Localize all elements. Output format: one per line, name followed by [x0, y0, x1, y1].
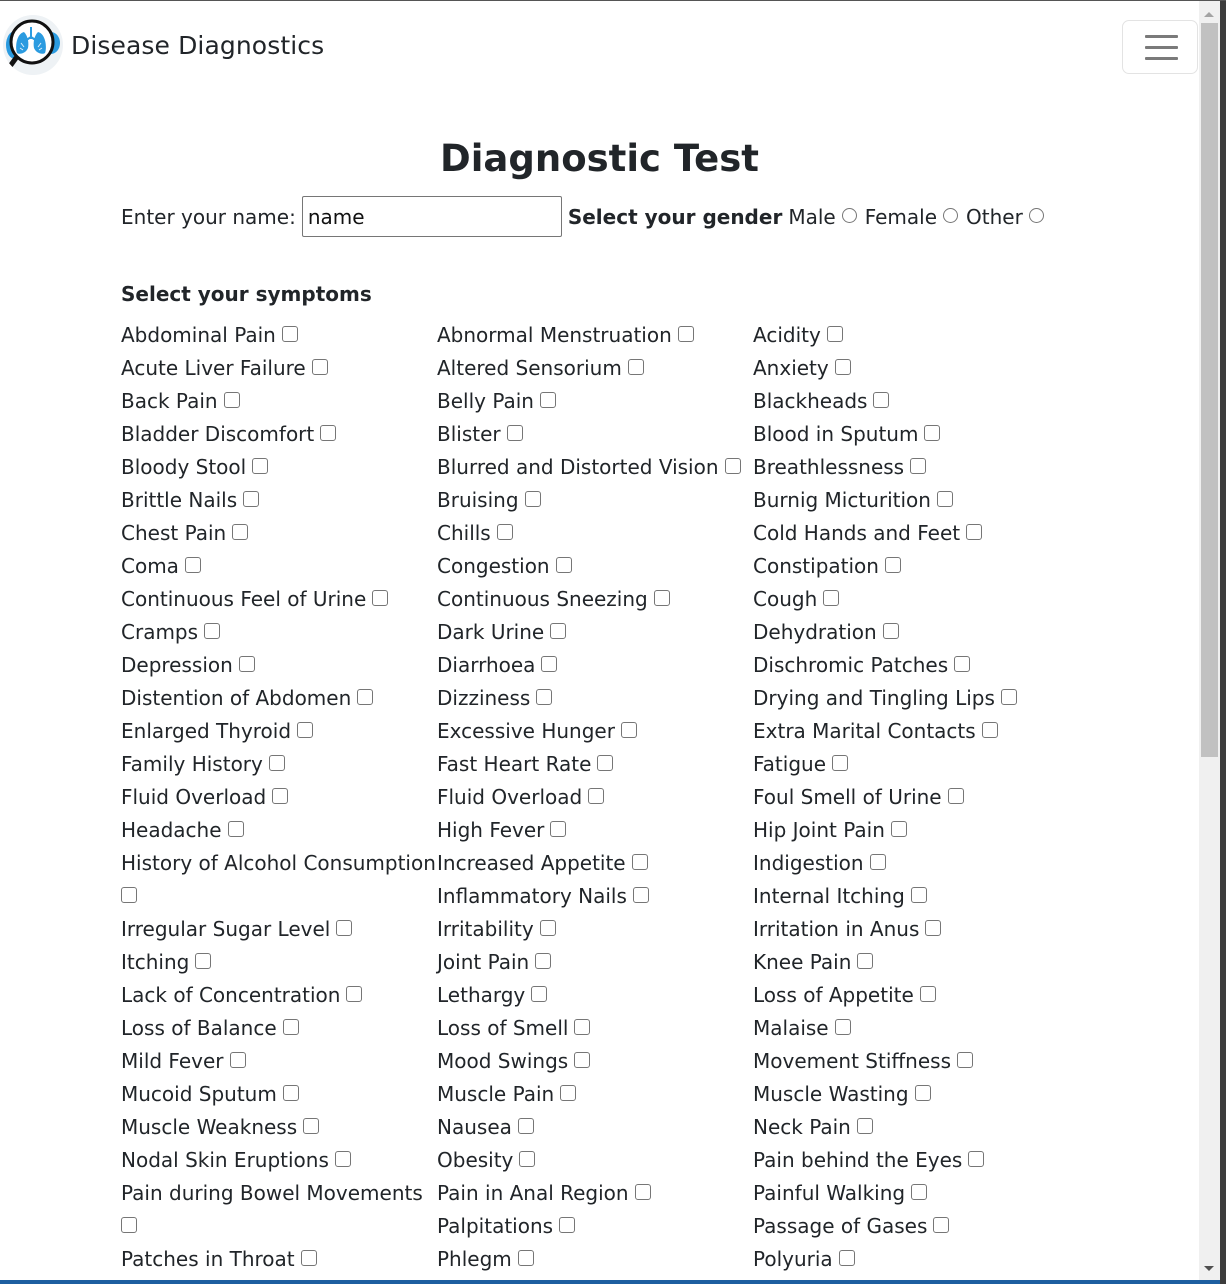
symptom-item[interactable]: [437, 1078, 753, 1111]
symptom-checkbox[interactable]: [857, 953, 873, 969]
symptom-checkbox[interactable]: [303, 1118, 319, 1134]
symptom-label: Chest Pain: [121, 521, 227, 545]
symptom-item[interactable]: [121, 946, 437, 979]
symptom-checkbox[interactable]: [232, 524, 248, 540]
symptom-label: Back Pain: [121, 389, 218, 413]
symptom-item[interactable]: [437, 814, 753, 847]
brand-link[interactable]: [3, 15, 324, 75]
symptom-item[interactable]: [121, 616, 437, 649]
symptom-item[interactable]: [437, 1243, 753, 1276]
symptom-checkbox[interactable]: [911, 1184, 927, 1200]
symptom-item[interactable]: [121, 682, 437, 715]
lungs-magnifier-logo-icon: [3, 15, 63, 75]
symptom-item[interactable]: [753, 847, 1069, 880]
symptom-item[interactable]: [121, 1111, 437, 1144]
symptom-label: Altered Sensorium: [437, 356, 622, 380]
symptom-label: Blurred and Distorted Vision: [437, 455, 719, 479]
symptom-item[interactable]: [121, 814, 437, 847]
symptom-checkbox[interactable]: [654, 590, 670, 606]
symptom-label: Muscle Weakness: [121, 1115, 298, 1139]
symptom-label: Bruising: [437, 488, 519, 512]
symptom-item[interactable]: [753, 1210, 1069, 1243]
symptom-label: Dizziness: [437, 686, 531, 710]
symptom-item[interactable]: [437, 352, 753, 385]
symptom-item[interactable]: [121, 847, 437, 913]
symptom-label: Headache: [121, 818, 222, 842]
gender-radio-male[interactable]: [842, 208, 857, 223]
symptom-checkbox[interactable]: [550, 623, 566, 639]
symptom-item[interactable]: [753, 352, 1069, 385]
symptom-item[interactable]: [121, 484, 437, 517]
symptoms-column-2: [437, 319, 753, 1276]
symptom-label: Nausea: [437, 1115, 512, 1139]
symptom-checkbox[interactable]: [531, 986, 547, 1002]
symptom-checkbox[interactable]: [925, 920, 941, 936]
symptom-label: Irritability: [437, 917, 534, 941]
symptom-item[interactable]: [753, 880, 1069, 913]
symptom-label: Lethargy: [437, 983, 526, 1007]
symptom-checkbox[interactable]: [937, 491, 953, 507]
symptom-item[interactable]: [121, 913, 437, 946]
symptom-label: Indigestion: [753, 851, 864, 875]
symptom-item[interactable]: [753, 748, 1069, 781]
symptom-label: Continuous Sneezing: [437, 587, 648, 611]
symptom-label: Distention of Abdomen: [121, 686, 352, 710]
symptom-item[interactable]: [753, 517, 1069, 550]
symptom-item[interactable]: [437, 847, 753, 880]
symptom-label: Pain behind the Eyes: [753, 1148, 963, 1172]
symptom-label: Lack of Concentration: [121, 983, 341, 1007]
symptom-checkbox[interactable]: [891, 821, 907, 837]
symptom-label: High Fever: [437, 818, 545, 842]
symptoms-column-3: [753, 319, 1069, 1276]
scroll-up-arrow-icon[interactable]: [1199, 3, 1220, 20]
gender-option-female-label: Female: [864, 204, 938, 229]
symptom-checkbox[interactable]: [195, 953, 211, 969]
symptom-checkbox[interactable]: [597, 755, 613, 771]
symptom-checkbox[interactable]: [536, 689, 552, 705]
symptom-label: Chills: [437, 521, 491, 545]
symptom-label: History of Alcohol Consumption: [121, 851, 436, 875]
symptom-item[interactable]: [121, 385, 437, 418]
symptom-item[interactable]: [437, 979, 753, 1012]
symptoms-grid: [121, 319, 1069, 1276]
symptom-label: Blood in Sputum: [753, 422, 919, 446]
symptoms-heading: Select your symptoms: [121, 282, 372, 306]
symptom-label: Neck Pain: [753, 1115, 851, 1139]
symptom-item[interactable]: [437, 946, 753, 979]
symptom-label: Cold Hands and Feet: [753, 521, 961, 545]
symptom-label: Continuous Feel of Urine: [121, 587, 367, 611]
symptom-checkbox[interactable]: [954, 656, 970, 672]
symptom-label: Joint Pain: [437, 950, 530, 974]
symptom-checkbox[interactable]: [357, 689, 373, 705]
symptom-label: Fatigue: [753, 752, 826, 776]
hamburger-menu-icon-bar: [1145, 57, 1178, 60]
symptom-item[interactable]: [753, 913, 1069, 946]
symptom-checkbox[interactable]: [883, 623, 899, 639]
symptom-checkbox[interactable]: [252, 458, 268, 474]
symptom-item[interactable]: [437, 748, 753, 781]
symptom-checkbox[interactable]: [839, 1250, 855, 1266]
symptom-checkbox[interactable]: [635, 1184, 651, 1200]
symptom-label: Family History: [121, 752, 263, 776]
symptom-checkbox[interactable]: [269, 755, 285, 771]
symptom-checkbox[interactable]: [518, 1250, 534, 1266]
symptom-item[interactable]: [437, 1210, 753, 1243]
symptom-item[interactable]: [437, 616, 753, 649]
symptom-label: Dischromic Patches: [753, 653, 949, 677]
symptom-label: Dark Urine: [437, 620, 545, 644]
symptom-checkbox[interactable]: [574, 1052, 590, 1068]
symptom-label: Depression: [121, 653, 233, 677]
symptom-item[interactable]: [437, 913, 753, 946]
symptom-checkbox[interactable]: [239, 656, 255, 672]
symptom-item[interactable]: [437, 451, 753, 484]
symptom-item[interactable]: [753, 1243, 1069, 1276]
symptom-label: Brittle Nails: [121, 488, 238, 512]
symptom-item[interactable]: [437, 1012, 753, 1045]
symptom-item[interactable]: [121, 451, 437, 484]
symptom-checkbox[interactable]: [346, 986, 362, 1002]
symptom-checkbox[interactable]: [574, 1019, 590, 1035]
symptom-label: Polyuria: [753, 1247, 833, 1271]
gender-option-male-label: Male: [788, 204, 836, 229]
symptom-label: Movement Stiffness: [753, 1049, 951, 1073]
symptom-label: Excessive Hunger: [437, 719, 615, 743]
symptom-item[interactable]: [437, 1111, 753, 1144]
symptom-checkbox[interactable]: [948, 788, 964, 804]
symptom-checkbox[interactable]: [540, 392, 556, 408]
symptom-label: Muscle Pain: [437, 1082, 555, 1106]
symptom-checkbox[interactable]: [982, 722, 998, 738]
symptom-item[interactable]: [753, 1012, 1069, 1045]
symptom-checkbox[interactable]: [497, 524, 513, 540]
symptom-label: Knee Pain: [753, 950, 852, 974]
symptom-label: Blackheads: [753, 389, 868, 413]
symptom-label: Irregular Sugar Level: [121, 917, 331, 941]
symptom-label: Coma: [121, 554, 179, 578]
symptom-label: Patches in Throat: [121, 1247, 295, 1271]
symptom-label: Breathlessness: [753, 455, 905, 479]
symptom-item[interactable]: [121, 583, 437, 616]
name-gender-row: [121, 196, 1052, 237]
symptom-label: Foul Smell of Urine: [753, 785, 942, 809]
symptom-checkbox[interactable]: [957, 1052, 973, 1068]
symptom-checkbox[interactable]: [924, 425, 940, 441]
symptom-checkbox[interactable]: [968, 1151, 984, 1167]
symptom-label: Drying and Tingling Lips: [753, 686, 995, 710]
scrollbar-thumb[interactable]: [1201, 23, 1218, 757]
symptom-checkbox[interactable]: [243, 491, 259, 507]
symptom-label: Belly Pain: [437, 389, 534, 413]
symptom-item[interactable]: [121, 319, 437, 352]
symptom-checkbox[interactable]: [320, 425, 336, 441]
gender-label: Select your gender: [567, 204, 783, 229]
symptom-checkbox[interactable]: [204, 623, 220, 639]
symptom-checkbox[interactable]: [224, 392, 240, 408]
symptom-label: Burnig Micturition: [753, 488, 931, 512]
symptom-checkbox[interactable]: [230, 1052, 246, 1068]
symptom-item[interactable]: [437, 781, 753, 814]
symptom-item[interactable]: [753, 1045, 1069, 1078]
symptom-label: Loss of Smell: [437, 1016, 569, 1040]
symptom-checkbox[interactable]: [823, 590, 839, 606]
symptom-label: Mucoid Sputum: [121, 1082, 277, 1106]
symptom-checkbox[interactable]: [519, 1151, 535, 1167]
symptom-label: Acute Liver Failure: [121, 356, 306, 380]
symptom-checkbox[interactable]: [518, 1118, 534, 1134]
symptom-item[interactable]: [753, 451, 1069, 484]
gender-option-other-label: Other: [966, 204, 1023, 229]
symptom-item[interactable]: [437, 319, 753, 352]
symptom-checkbox[interactable]: [372, 590, 388, 606]
symptom-item[interactable]: [437, 418, 753, 451]
gender-radio-female[interactable]: [943, 208, 958, 223]
symptom-item[interactable]: [753, 616, 1069, 649]
symptom-checkbox[interactable]: [559, 1217, 575, 1233]
symptom-item[interactable]: [753, 1111, 1069, 1144]
symptom-label: Bladder Discomfort: [121, 422, 315, 446]
symptom-item[interactable]: [437, 715, 753, 748]
symptom-checkbox[interactable]: [507, 425, 523, 441]
symptom-checkbox[interactable]: [621, 722, 637, 738]
symptom-item[interactable]: [753, 946, 1069, 979]
symptom-item[interactable]: [753, 418, 1069, 451]
symptom-item[interactable]: [121, 1045, 437, 1078]
symptom-label: Cramps: [121, 620, 199, 644]
symptom-item[interactable]: [437, 1144, 753, 1177]
symptom-checkbox[interactable]: [633, 887, 649, 903]
symptom-label: Congestion: [437, 554, 550, 578]
symptom-checkbox[interactable]: [873, 392, 889, 408]
navbar: [0, 1, 1199, 89]
symptom-checkbox[interactable]: [282, 326, 298, 342]
symptom-checkbox[interactable]: [588, 788, 604, 804]
symptom-label: Malaise: [753, 1016, 829, 1040]
symptom-item[interactable]: [121, 781, 437, 814]
symptom-label: Passage of Gases: [753, 1214, 928, 1238]
symptom-item[interactable]: [753, 385, 1069, 418]
symptom-label: Painful Walking: [753, 1181, 906, 1205]
symptom-item[interactable]: [753, 1078, 1069, 1111]
symptom-item[interactable]: [753, 979, 1069, 1012]
symptom-label: Irritation in Anus: [753, 917, 920, 941]
symptom-label: Fluid Overload: [121, 785, 267, 809]
symptom-item[interactable]: [437, 649, 753, 682]
symptom-item[interactable]: [121, 649, 437, 682]
symptom-label: Pain in Anal Region: [437, 1181, 629, 1205]
symptom-item[interactable]: [121, 1012, 437, 1045]
symptom-checkbox[interactable]: [915, 1085, 931, 1101]
brand-title: Disease Diagnostics: [71, 30, 325, 60]
symptom-item[interactable]: [121, 748, 437, 781]
symptom-checkbox[interactable]: [632, 854, 648, 870]
symptom-label: Loss of Balance: [121, 1016, 277, 1040]
symptom-label: Cough: [753, 587, 818, 611]
symptom-label: Enlarged Thyroid: [121, 719, 292, 743]
symptom-item[interactable]: [437, 550, 753, 583]
symptom-item[interactable]: [121, 418, 437, 451]
symptom-label: Abdominal Pain: [121, 323, 276, 347]
symptom-item[interactable]: [437, 517, 753, 550]
symptom-item[interactable]: [753, 319, 1069, 352]
symptom-item[interactable]: [437, 682, 753, 715]
symptom-item[interactable]: [753, 781, 1069, 814]
symptom-checkbox[interactable]: [121, 1217, 137, 1233]
symptom-item[interactable]: [121, 1243, 437, 1276]
symptom-checkbox[interactable]: [1001, 689, 1017, 705]
symptom-label: Inflammatory Nails: [437, 884, 627, 908]
symptom-checkbox[interactable]: [835, 359, 851, 375]
symptom-item[interactable]: [121, 715, 437, 748]
symptoms-column-1: [121, 319, 437, 1276]
symptom-checkbox[interactable]: [628, 359, 644, 375]
symptom-checkbox[interactable]: [835, 1019, 851, 1035]
symptom-item[interactable]: [437, 880, 753, 913]
hamburger-menu-icon-bar: [1145, 46, 1178, 49]
symptom-label: Dehydration: [753, 620, 877, 644]
symptom-checkbox[interactable]: [312, 359, 328, 375]
symptom-item[interactable]: [121, 517, 437, 550]
page-title: Diagnostic Test: [440, 137, 759, 180]
symptom-label: Palpitations: [437, 1214, 554, 1238]
symptom-item[interactable]: [753, 550, 1069, 583]
taskbar-edge: [0, 1280, 1220, 1284]
scroll-down-arrow-icon[interactable]: [1199, 1263, 1220, 1280]
symptom-checkbox[interactable]: [336, 920, 352, 936]
symptom-item[interactable]: [121, 1144, 437, 1177]
vertical-scrollbar[interactable]: [1199, 1, 1220, 1284]
symptom-checkbox[interactable]: [933, 1217, 949, 1233]
symptom-label: Blister: [437, 422, 501, 446]
symptom-item[interactable]: [437, 1045, 753, 1078]
page-viewport: [0, 1, 1199, 1284]
symptom-checkbox[interactable]: [678, 326, 694, 342]
symptom-label: Fast Heart Rate: [437, 752, 592, 776]
symptom-label: Hip Joint Pain: [753, 818, 885, 842]
symptom-checkbox[interactable]: [335, 1151, 351, 1167]
symptom-checkbox[interactable]: [525, 491, 541, 507]
symptom-checkbox[interactable]: [272, 788, 288, 804]
window-frame-edge: [1220, 1, 1226, 1284]
symptom-label: Mood Swings: [437, 1049, 569, 1073]
symptom-item[interactable]: [753, 715, 1069, 748]
symptom-item[interactable]: [121, 352, 437, 385]
symptom-item[interactable]: [753, 814, 1069, 847]
name-label: Enter your name:: [121, 204, 296, 229]
symptom-label: Extra Marital Contacts: [753, 719, 976, 743]
symptom-label: Constipation: [753, 554, 879, 578]
symptom-checkbox[interactable]: [885, 557, 901, 573]
symptom-item[interactable]: [753, 1144, 1069, 1177]
symptom-label: Abnormal Menstruation: [437, 323, 672, 347]
symptom-label: Loss of Appetite: [753, 983, 914, 1007]
symptom-item[interactable]: [121, 1177, 437, 1243]
symptom-label: Mild Fever: [121, 1049, 224, 1073]
symptom-checkbox[interactable]: [121, 887, 137, 903]
symptom-checkbox[interactable]: [556, 557, 572, 573]
symptom-checkbox[interactable]: [185, 557, 201, 573]
symptom-checkbox[interactable]: [228, 821, 244, 837]
symptom-checkbox[interactable]: [283, 1085, 299, 1101]
symptom-checkbox[interactable]: [297, 722, 313, 738]
symptom-label: Muscle Wasting: [753, 1082, 909, 1106]
symptom-label: Acidity: [753, 323, 821, 347]
navbar-toggle-button[interactable]: [1122, 20, 1198, 74]
symptom-label: Obesity: [437, 1148, 514, 1172]
symptom-label: Internal Itching: [753, 884, 905, 908]
symptom-label: Bloody Stool: [121, 455, 247, 479]
symptom-checkbox[interactable]: [540, 920, 556, 936]
symptom-item[interactable]: [437, 484, 753, 517]
symptom-item[interactable]: [121, 979, 437, 1012]
symptom-item[interactable]: [121, 1078, 437, 1111]
symptom-checkbox[interactable]: [535, 953, 551, 969]
symptom-checkbox[interactable]: [827, 326, 843, 342]
symptom-checkbox[interactable]: [301, 1250, 317, 1266]
symptom-label: Pain during Bowel Movements: [121, 1181, 423, 1205]
symptom-item[interactable]: [753, 682, 1069, 715]
symptom-item[interactable]: [753, 583, 1069, 616]
symptom-label: Diarrhoea: [437, 653, 536, 677]
symptom-checkbox[interactable]: [910, 458, 926, 474]
symptom-item[interactable]: [753, 484, 1069, 517]
symptom-checkbox[interactable]: [550, 821, 566, 837]
gender-radio-other[interactable]: [1029, 208, 1044, 223]
symptom-item[interactable]: [437, 583, 753, 616]
symptom-label: Itching: [121, 950, 190, 974]
symptom-checkbox[interactable]: [541, 656, 557, 672]
symptom-label: Increased Appetite: [437, 851, 626, 875]
symptom-checkbox[interactable]: [832, 755, 848, 771]
symptom-item[interactable]: [437, 1177, 753, 1210]
hamburger-menu-icon: [1145, 35, 1178, 38]
symptom-label: Anxiety: [753, 356, 829, 380]
symptom-checkbox[interactable]: [966, 524, 982, 540]
symptom-label: Fluid Overload: [437, 785, 583, 809]
symptom-checkbox[interactable]: [725, 458, 741, 474]
symptom-label: Phlegm: [437, 1247, 512, 1271]
symptom-checkbox[interactable]: [560, 1085, 576, 1101]
symptom-label: Nodal Skin Eruptions: [121, 1148, 329, 1172]
symptom-checkbox[interactable]: [283, 1019, 299, 1035]
name-input[interactable]: [302, 196, 562, 237]
symptom-item[interactable]: [753, 1177, 1069, 1210]
symptom-checkbox[interactable]: [870, 854, 886, 870]
symptom-item[interactable]: [121, 550, 437, 583]
symptom-item[interactable]: [437, 385, 753, 418]
symptom-checkbox[interactable]: [911, 887, 927, 903]
symptom-checkbox[interactable]: [857, 1118, 873, 1134]
symptom-item[interactable]: [753, 649, 1069, 682]
symptom-checkbox[interactable]: [920, 986, 936, 1002]
